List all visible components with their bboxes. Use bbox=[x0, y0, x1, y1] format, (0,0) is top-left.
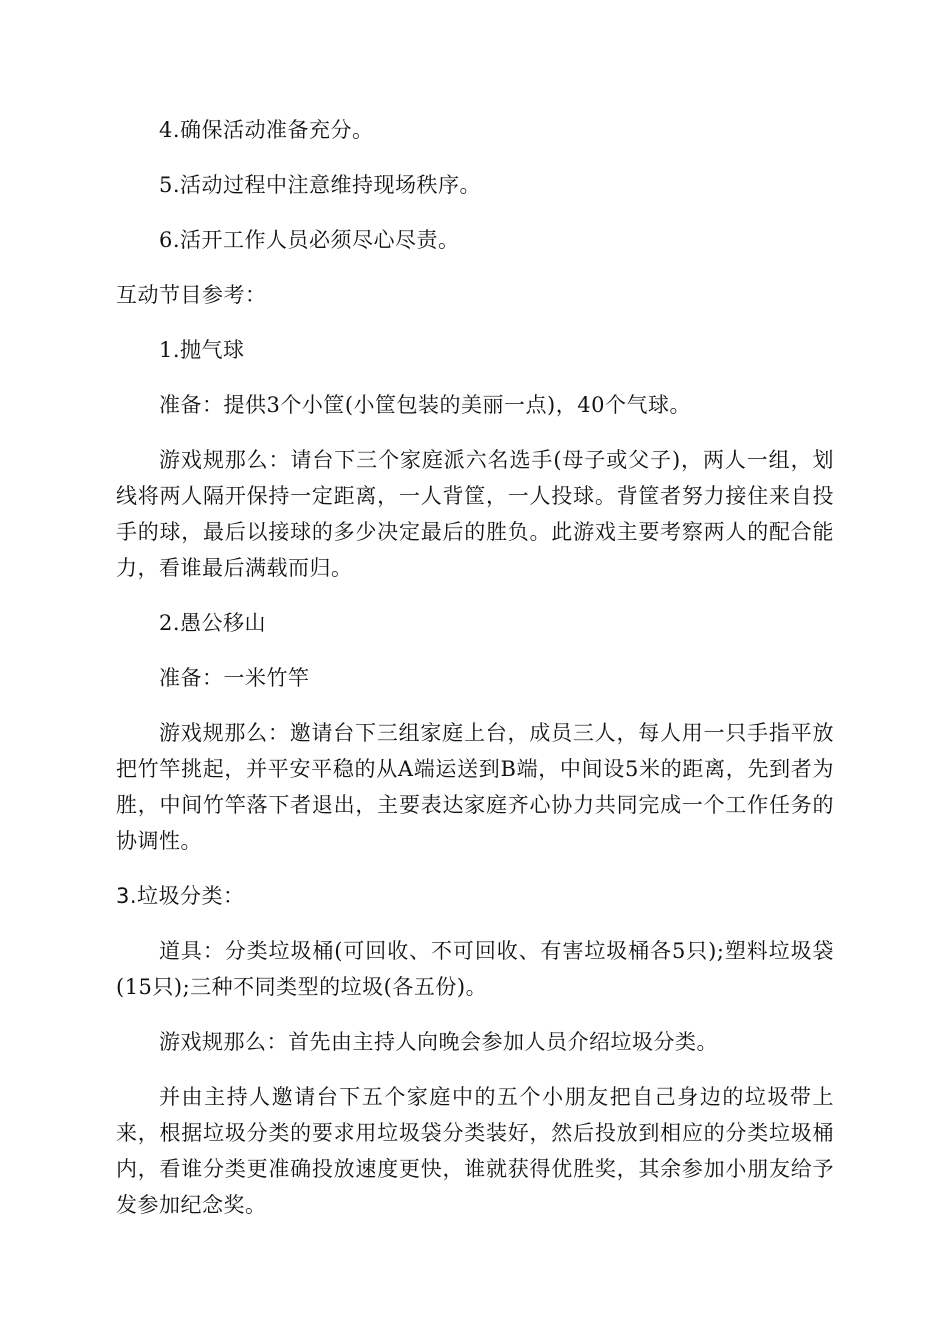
document-body bbox=[116, 112, 834, 1223]
game2-title: 2.愚公移山 bbox=[159, 611, 267, 635]
game1-rules: 游戏规那么：请台下三个家庭派六名选手(母子或父子)，两人一组，划线将两人隔开保持一定距离，一人背筐，一人投球。背筐者努力接住来自投手的球，最后以接球的多少决定最后的胜负。此游戏主要考察两人的配合能力，看谁最后满载而归。 bbox=[116, 448, 834, 580]
game1-title: 1.抛气球 bbox=[159, 338, 245, 362]
game3-title-text: 垃圾分类： bbox=[137, 884, 245, 908]
game3-title bbox=[116, 878, 834, 914]
game2-prep: 准备：一米竹竿 bbox=[159, 666, 310, 690]
list-item: 5.活动过程中注意维持现场秩序。 bbox=[159, 173, 482, 197]
game2-rules: 游戏规那么：邀请台下三组家庭上台，成员三人，每人用一只手指平放把竹竿挑起，并平安平稳的从A端运送到B端，中间设5米的距离，先到者为胜，中间竹竿落下者退出，主要表达家庭齐心协力共同完成一个工作任务的协调性。 bbox=[116, 721, 834, 853]
game3-rules-continued: 并由主持人邀请台下五个家庭中的五个小朋友把自己身边的垃圾带上来，根据垃圾分类的要求用垃圾袋分类装好，然后投放到相应的分类垃圾桶内，看谁分类更准确投放速度更快，谁就获得优胜奖，其余参加小朋友给予发参加纪念奖。 bbox=[116, 1085, 834, 1217]
list-item: 4.确保活动准备充分。 bbox=[159, 118, 374, 142]
list-item: 6.活开工作人员必须尽心尽责。 bbox=[159, 228, 460, 252]
game3-title-number: 3. bbox=[116, 884, 138, 908]
game3-props: 道具：分类垃圾桶(可回收、不可回收、有害垃圾桶各5只);塑料垃圾袋(15只);三种不同类型的垃圾(各五份)。 bbox=[116, 939, 834, 999]
section-title: 互动节目参考： bbox=[116, 283, 267, 307]
game1-prep: 准备：提供3个小筐(小筐包装的美丽一点)，40个气球。 bbox=[159, 393, 691, 417]
game3-rules: 游戏规那么：首先由主持人向晚会参加人员介绍垃圾分类。 bbox=[159, 1030, 718, 1054]
